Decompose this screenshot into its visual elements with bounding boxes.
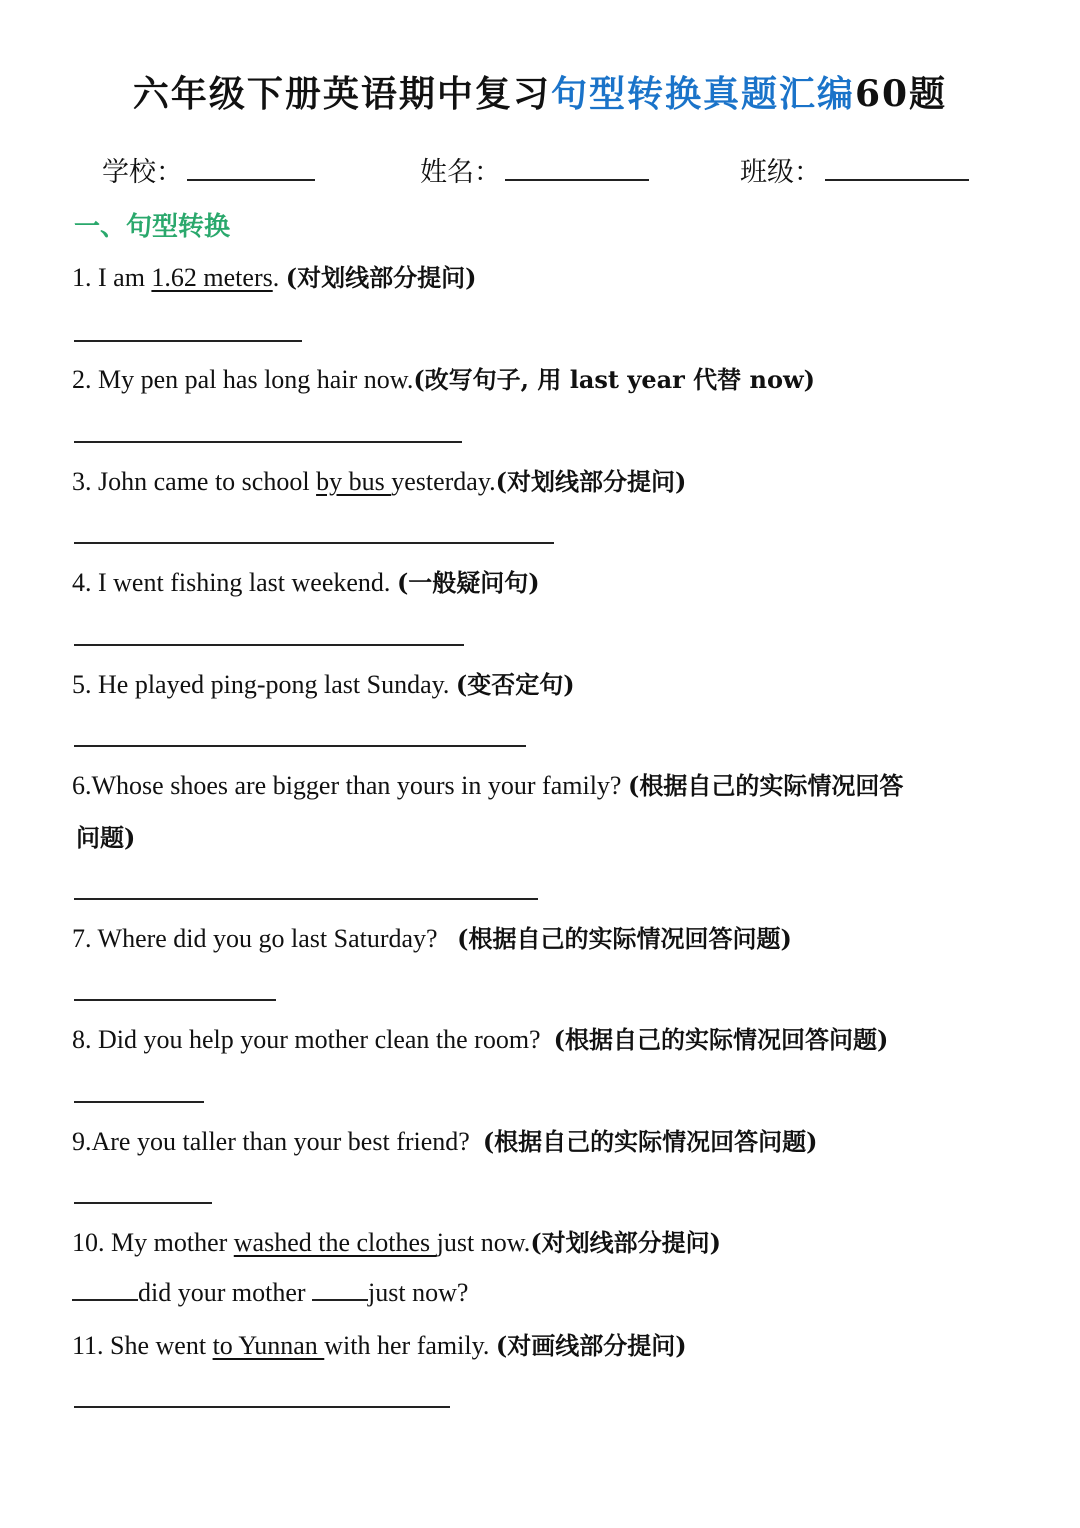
question-8: [72, 1020, 888, 1055]
title-accent: 句型转换真题汇编: [550, 73, 855, 115]
question-instruction: (变否定句): [455, 670, 575, 699]
question-text: 9.Are you taller than your best friend?: [72, 1127, 483, 1156]
page-title: [0, 66, 1080, 117]
answer-line-9[interactable]: [74, 1202, 212, 1204]
question-instruction: (根据自己的实际情况回答问题): [482, 1127, 818, 1156]
question-text: just now.: [436, 1228, 531, 1257]
school-input[interactable]: [187, 153, 315, 181]
student-info-row: [0, 150, 1080, 194]
answer-line-7[interactable]: [74, 999, 276, 1001]
question-text: 6.Whose shoes are bigger than yours in your family?: [72, 771, 628, 800]
question-instruction: (对划线部分提问): [530, 1228, 722, 1257]
question-10: [72, 1223, 721, 1258]
answer-blank-wh-word[interactable]: [72, 1275, 138, 1301]
underlined-phrase: to Yunnan: [212, 1331, 325, 1360]
question-1: [72, 258, 476, 293]
question-instruction: (改写句子, 用 last year 代替 now): [413, 365, 815, 394]
question-text: 4. I went fishing last weekend.: [72, 568, 397, 597]
answer-blank-verb[interactable]: [312, 1275, 368, 1301]
school-label: 学校：: [102, 157, 183, 188]
answer-line-11[interactable]: [74, 1406, 450, 1408]
class-label: 班级：: [740, 157, 821, 188]
question-11: [72, 1326, 687, 1361]
answer-line-4[interactable]: [74, 644, 464, 646]
answer-template-text: just now?: [368, 1278, 469, 1307]
question-text: 1. I am: [72, 263, 152, 292]
class-input[interactable]: [825, 153, 969, 181]
question-4: [72, 563, 540, 598]
question-text: 2. My pen pal has long hair now.: [72, 365, 414, 394]
question-instruction: (根据自己的实际情况回答: [627, 771, 904, 800]
title-suffix: 60题: [854, 73, 948, 115]
answer-line-2[interactable]: [74, 441, 462, 443]
section-heading: 一、句型转换: [74, 212, 231, 242]
name-input[interactable]: [505, 153, 649, 181]
question-text: .: [272, 263, 286, 292]
question-3: [72, 462, 686, 497]
answer-template-text: did your mother: [138, 1278, 313, 1307]
underlined-phrase: by bus: [316, 467, 392, 496]
school-field: [102, 150, 315, 189]
answer-line-8[interactable]: [74, 1101, 204, 1103]
question-instruction: (根据自己的实际情况回答问题): [457, 924, 792, 953]
name-field: [420, 150, 649, 189]
question-instruction: (根据自己的实际情况回答问题): [553, 1025, 889, 1054]
question-10-answer-template: [72, 1275, 468, 1308]
question-text: 7. Where did you go last Saturday?: [72, 924, 458, 953]
answer-line-6[interactable]: [74, 898, 538, 900]
question-7: [72, 919, 792, 954]
question-instruction: (一般疑问句): [396, 568, 540, 597]
question-instruction: (对划线部分提问): [495, 467, 687, 496]
question-text: 11. She went: [72, 1331, 213, 1360]
question-text: 5. He played ping-pong last Sunday.: [72, 670, 456, 699]
question-text: with her family.: [324, 1331, 496, 1360]
underlined-phrase: 1.62 meters: [151, 263, 273, 292]
name-label: 姓名：: [420, 157, 501, 188]
question-text: yesterday.: [391, 467, 496, 496]
question-instruction: (对画线部分提问): [495, 1331, 687, 1360]
answer-line-3[interactable]: [74, 542, 554, 544]
question-6: [72, 766, 903, 801]
question-2: [72, 360, 815, 395]
underlined-phrase: washed the clothes: [233, 1228, 437, 1257]
question-9: [72, 1122, 818, 1157]
answer-line-5[interactable]: [74, 745, 526, 747]
question-text: 8. Did you help your mother clean the room?: [72, 1025, 554, 1054]
title-prefix: 六年级下册英语期中复习: [132, 73, 551, 115]
question-instruction: 问题): [76, 823, 136, 852]
answer-line-1[interactable]: [74, 340, 302, 342]
question-instruction: (对划线部分提问): [285, 263, 477, 292]
question-text: 3. John came to school: [72, 467, 317, 496]
question-6-continued: [76, 818, 135, 853]
question-text: 10. My mother: [72, 1228, 234, 1257]
class-field: [740, 150, 969, 189]
question-5: [72, 665, 575, 700]
